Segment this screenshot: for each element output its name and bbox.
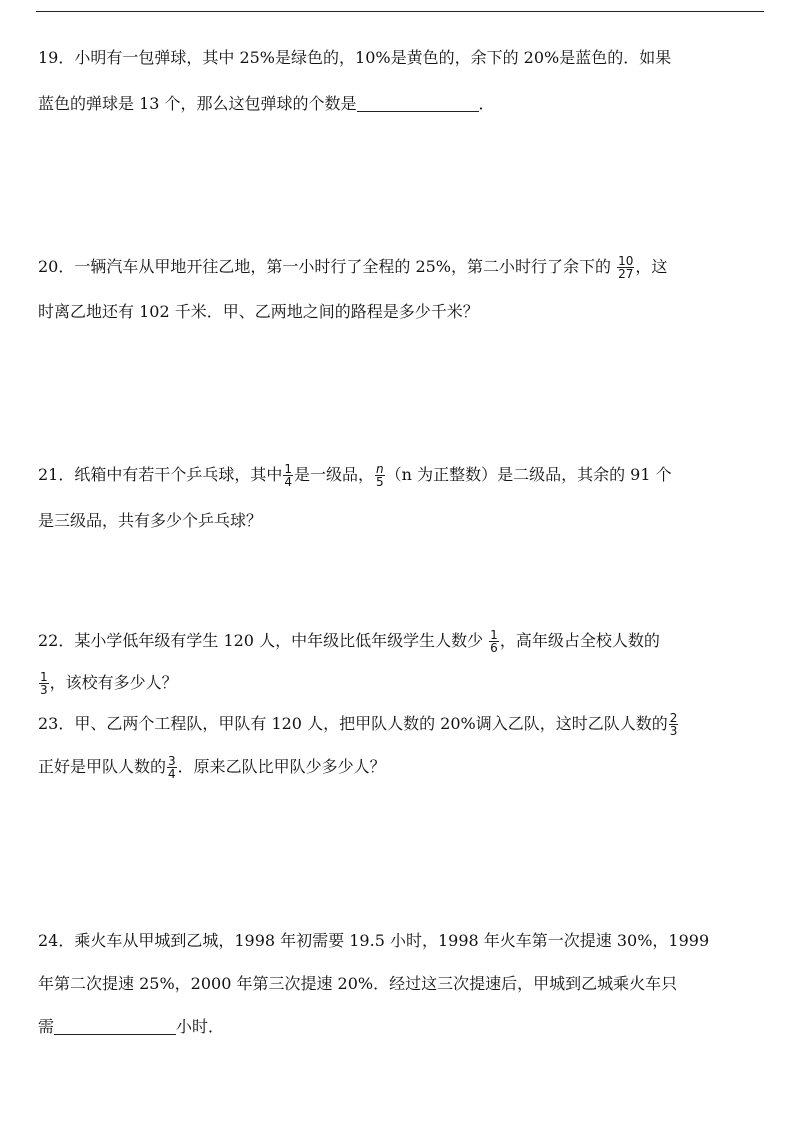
header-rule <box>36 11 764 12</box>
q22-line2 <box>38 671 178 696</box>
frac-numerator: 10 <box>618 254 634 268</box>
frac-denominator: 6 <box>490 641 498 655</box>
q20-line1 <box>38 255 667 280</box>
q22-fraction-2 <box>39 671 49 696</box>
q23-line2 <box>38 755 386 780</box>
q24-line1: 24．乘火车从甲城到乙城，1998 年初需要 19.5 小时，1998 年火车第一次提速 30%，1999 <box>38 931 710 950</box>
q22-line1 <box>38 629 660 654</box>
q21-text-end: （n 为正整数）是二级品，其余的 91 个 <box>385 465 672 484</box>
q23-text: 23．甲、乙两个工程队，甲队有 120 人，把甲队人数的 20%调入乙队，这时乙队人数的 <box>38 714 668 733</box>
q22-text-2: ，该校有多少人？ <box>49 673 178 692</box>
frac-denominator: 4 <box>168 767 176 781</box>
frac-denominator: 4 <box>284 475 293 489</box>
q21-text-mid: 是一级品， <box>294 465 375 484</box>
q23-text-2: 正好是甲队人数的 <box>38 757 167 776</box>
q20-line2: 时离乙地还有 102 千米．甲、乙两地之间的路程是多少千米？ <box>38 302 479 321</box>
q19-line2 <box>38 92 495 116</box>
q21-fraction-2 <box>375 463 385 488</box>
frac-denominator: 5 <box>376 475 384 489</box>
frac-denominator: 3 <box>40 683 48 697</box>
q23-text-end: ．原来乙队比甲队少多少人？ <box>177 757 386 776</box>
q20-text: 20．一辆汽车从甲地开往乙地，第一小时行了全程的 25%，第二小时行了余下的 <box>38 257 612 276</box>
frac-denominator: 27 <box>618 267 634 281</box>
q20-text-end: ，这 <box>635 257 668 276</box>
q24-text-end: 小时． <box>176 1017 225 1036</box>
frac-numerator: 1 <box>284 462 293 476</box>
q20-fraction <box>617 255 634 280</box>
frac-numerator: 3 <box>168 754 176 768</box>
q22-text: 22．某小学低年级有学生 120 人，中年级比低年级学生人数少 <box>38 631 484 650</box>
q21-text: 21．纸箱中有若干个乒乓球，其中 <box>38 465 283 484</box>
q23-fraction-1 <box>669 712 679 737</box>
q21-line2: 是三级品，共有多少个乒乓球？ <box>38 511 263 530</box>
q24-line3 <box>38 1015 224 1039</box>
answer-blank[interactable] <box>357 93 479 112</box>
q22-fraction-1 <box>489 629 499 654</box>
q19-line1: 19．小明有一包弹球，其中 25%是绿色的，10%是黄色的，余下的 20%是蓝色的．如果 <box>38 48 672 67</box>
q23-line1 <box>38 712 679 737</box>
frac-numerator: n <box>376 462 384 476</box>
q19-end: ． <box>478 94 495 113</box>
frac-denominator: 3 <box>669 724 678 738</box>
q22-text-end: ，高年级占全校人数的 <box>499 631 660 650</box>
q24-line2: 年第二次提速 25%，2000 年第三次提速 20%．经过这三次提速后，甲城到乙城乘火车只 <box>38 974 678 993</box>
q21-line1 <box>38 463 672 488</box>
q21-fraction-1 <box>283 463 293 488</box>
frac-numerator: 2 <box>669 711 678 725</box>
q23-fraction-2 <box>167 755 177 780</box>
q19-text: 蓝色的弹球是 13 个，那么这包弹球的个数是 <box>38 94 357 113</box>
q24-text: 需 <box>38 1017 55 1036</box>
frac-numerator: 1 <box>490 628 498 642</box>
frac-numerator: 1 <box>40 670 48 684</box>
answer-blank[interactable] <box>54 1016 176 1035</box>
